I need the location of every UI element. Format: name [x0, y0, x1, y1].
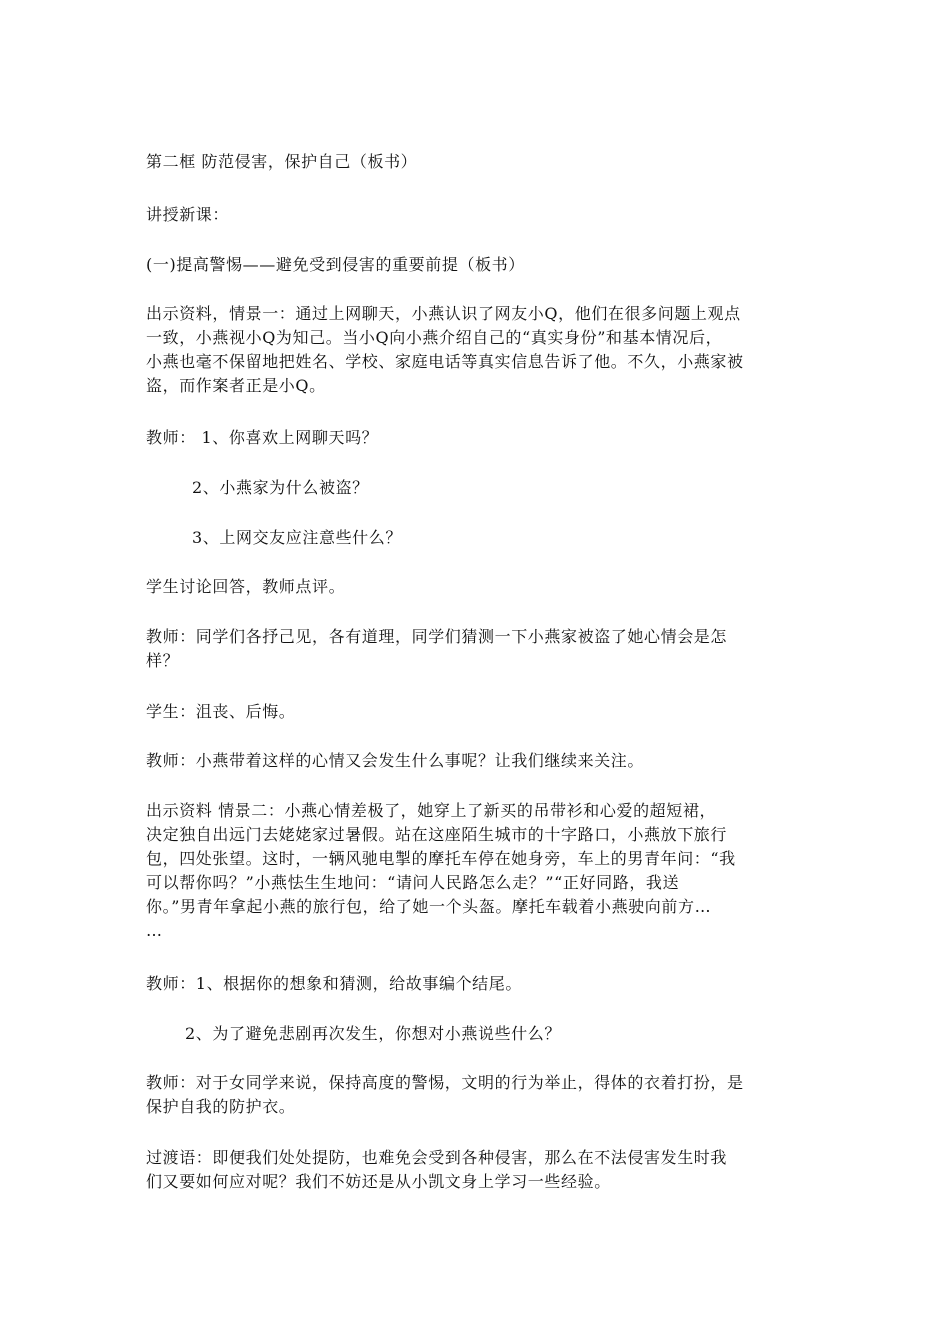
- teacher-question-2: 2、小燕家为什么被盗？: [192, 478, 369, 497]
- text-line: 可以帮你吗？”小燕怯生生地问：“请问人民路怎么走？”“正好同路，我送: [146, 873, 680, 892]
- student-discussion: 学生讨论回答，教师点评。: [146, 577, 346, 596]
- text-line: 保护自我的防护衣。: [146, 1097, 296, 1116]
- teacher-transition: 教师：小燕带着这样的心情又会发生什么事呢？让我们继续来关注。: [146, 751, 645, 770]
- teacher-summary-paragraph: [146, 1071, 810, 1119]
- text-line: 教师：对于女同学来说，保持高度的警惕，文明的行为举止，得体的衣着打扮，是: [146, 1073, 744, 1092]
- scenario-two-paragraph: [146, 799, 810, 943]
- text-line: 们又要如何应对呢？我们不妨还是从小凯文身上学习一些经验。: [146, 1172, 611, 1191]
- text-line: 你。”男青年拿起小燕的旅行包，给了她一个头盔。摩托车载着小燕驶向前方…: [146, 897, 712, 916]
- lecture-heading: 讲授新课：: [146, 205, 230, 224]
- text-line: 教师：同学们各抒己见，各有道理，同学们猜测一下小燕家被盗了她心情会是怎: [146, 627, 728, 646]
- text-line: 出示资料，情景一：通过上网聊天，小燕认识了网友小Q，他们在很多问题上观点: [146, 304, 741, 323]
- text-line: …: [146, 921, 163, 940]
- section-title: 第二框 防范侵害，保护自己（板书）: [146, 152, 418, 171]
- subsection-heading: (一)提高警惕——避免受到侵害的重要前提（板书）: [146, 255, 525, 274]
- text-line: 样？: [146, 651, 180, 670]
- scenario-one-paragraph: [146, 302, 810, 398]
- teacher-question-1: 教师： 1、你喜欢上网聊天吗？: [146, 428, 379, 447]
- student-answer: 学生：沮丧、后悔。: [146, 702, 296, 721]
- teacher-guess-paragraph: [146, 625, 810, 673]
- transition-paragraph: [146, 1146, 810, 1194]
- text-line: 盗，而作案者正是小Q。: [146, 376, 326, 395]
- text-line: 决定独自出远门去姥姥家过暑假。站在这座陌生城市的十字路口，小燕放下旅行: [146, 825, 728, 844]
- teacher-task-2: 2、为了避免悲剧再次发生，你想对小燕说些什么？: [185, 1024, 561, 1043]
- teacher-question-3: 3、上网交友应注意些什么？: [192, 528, 402, 547]
- text-line: 包，四处张望。这时，一辆风驰电掣的摩托车停在她身旁，车上的男青年问：“我: [146, 849, 736, 868]
- teacher-task-1: 教师：1、根据你的想象和猜测，给故事编个结尾。: [146, 974, 522, 993]
- text-line: 小燕也毫不保留地把姓名、学校、家庭电话等真实信息告诉了他。不久，小燕家被: [146, 352, 744, 371]
- text-line: 出示资料 情景二：小燕心情差极了，她穿上了新买的吊带衫和心爱的超短裙，: [146, 801, 717, 820]
- text-line: 过渡语：即便我们处处提防，也难免会受到各种侵害，那么在不法侵害发生时我: [146, 1148, 728, 1167]
- text-line: 一致，小燕视小Q为知己。当小Q向小燕介绍自己的“真实身份”和基本情况后，: [146, 328, 723, 347]
